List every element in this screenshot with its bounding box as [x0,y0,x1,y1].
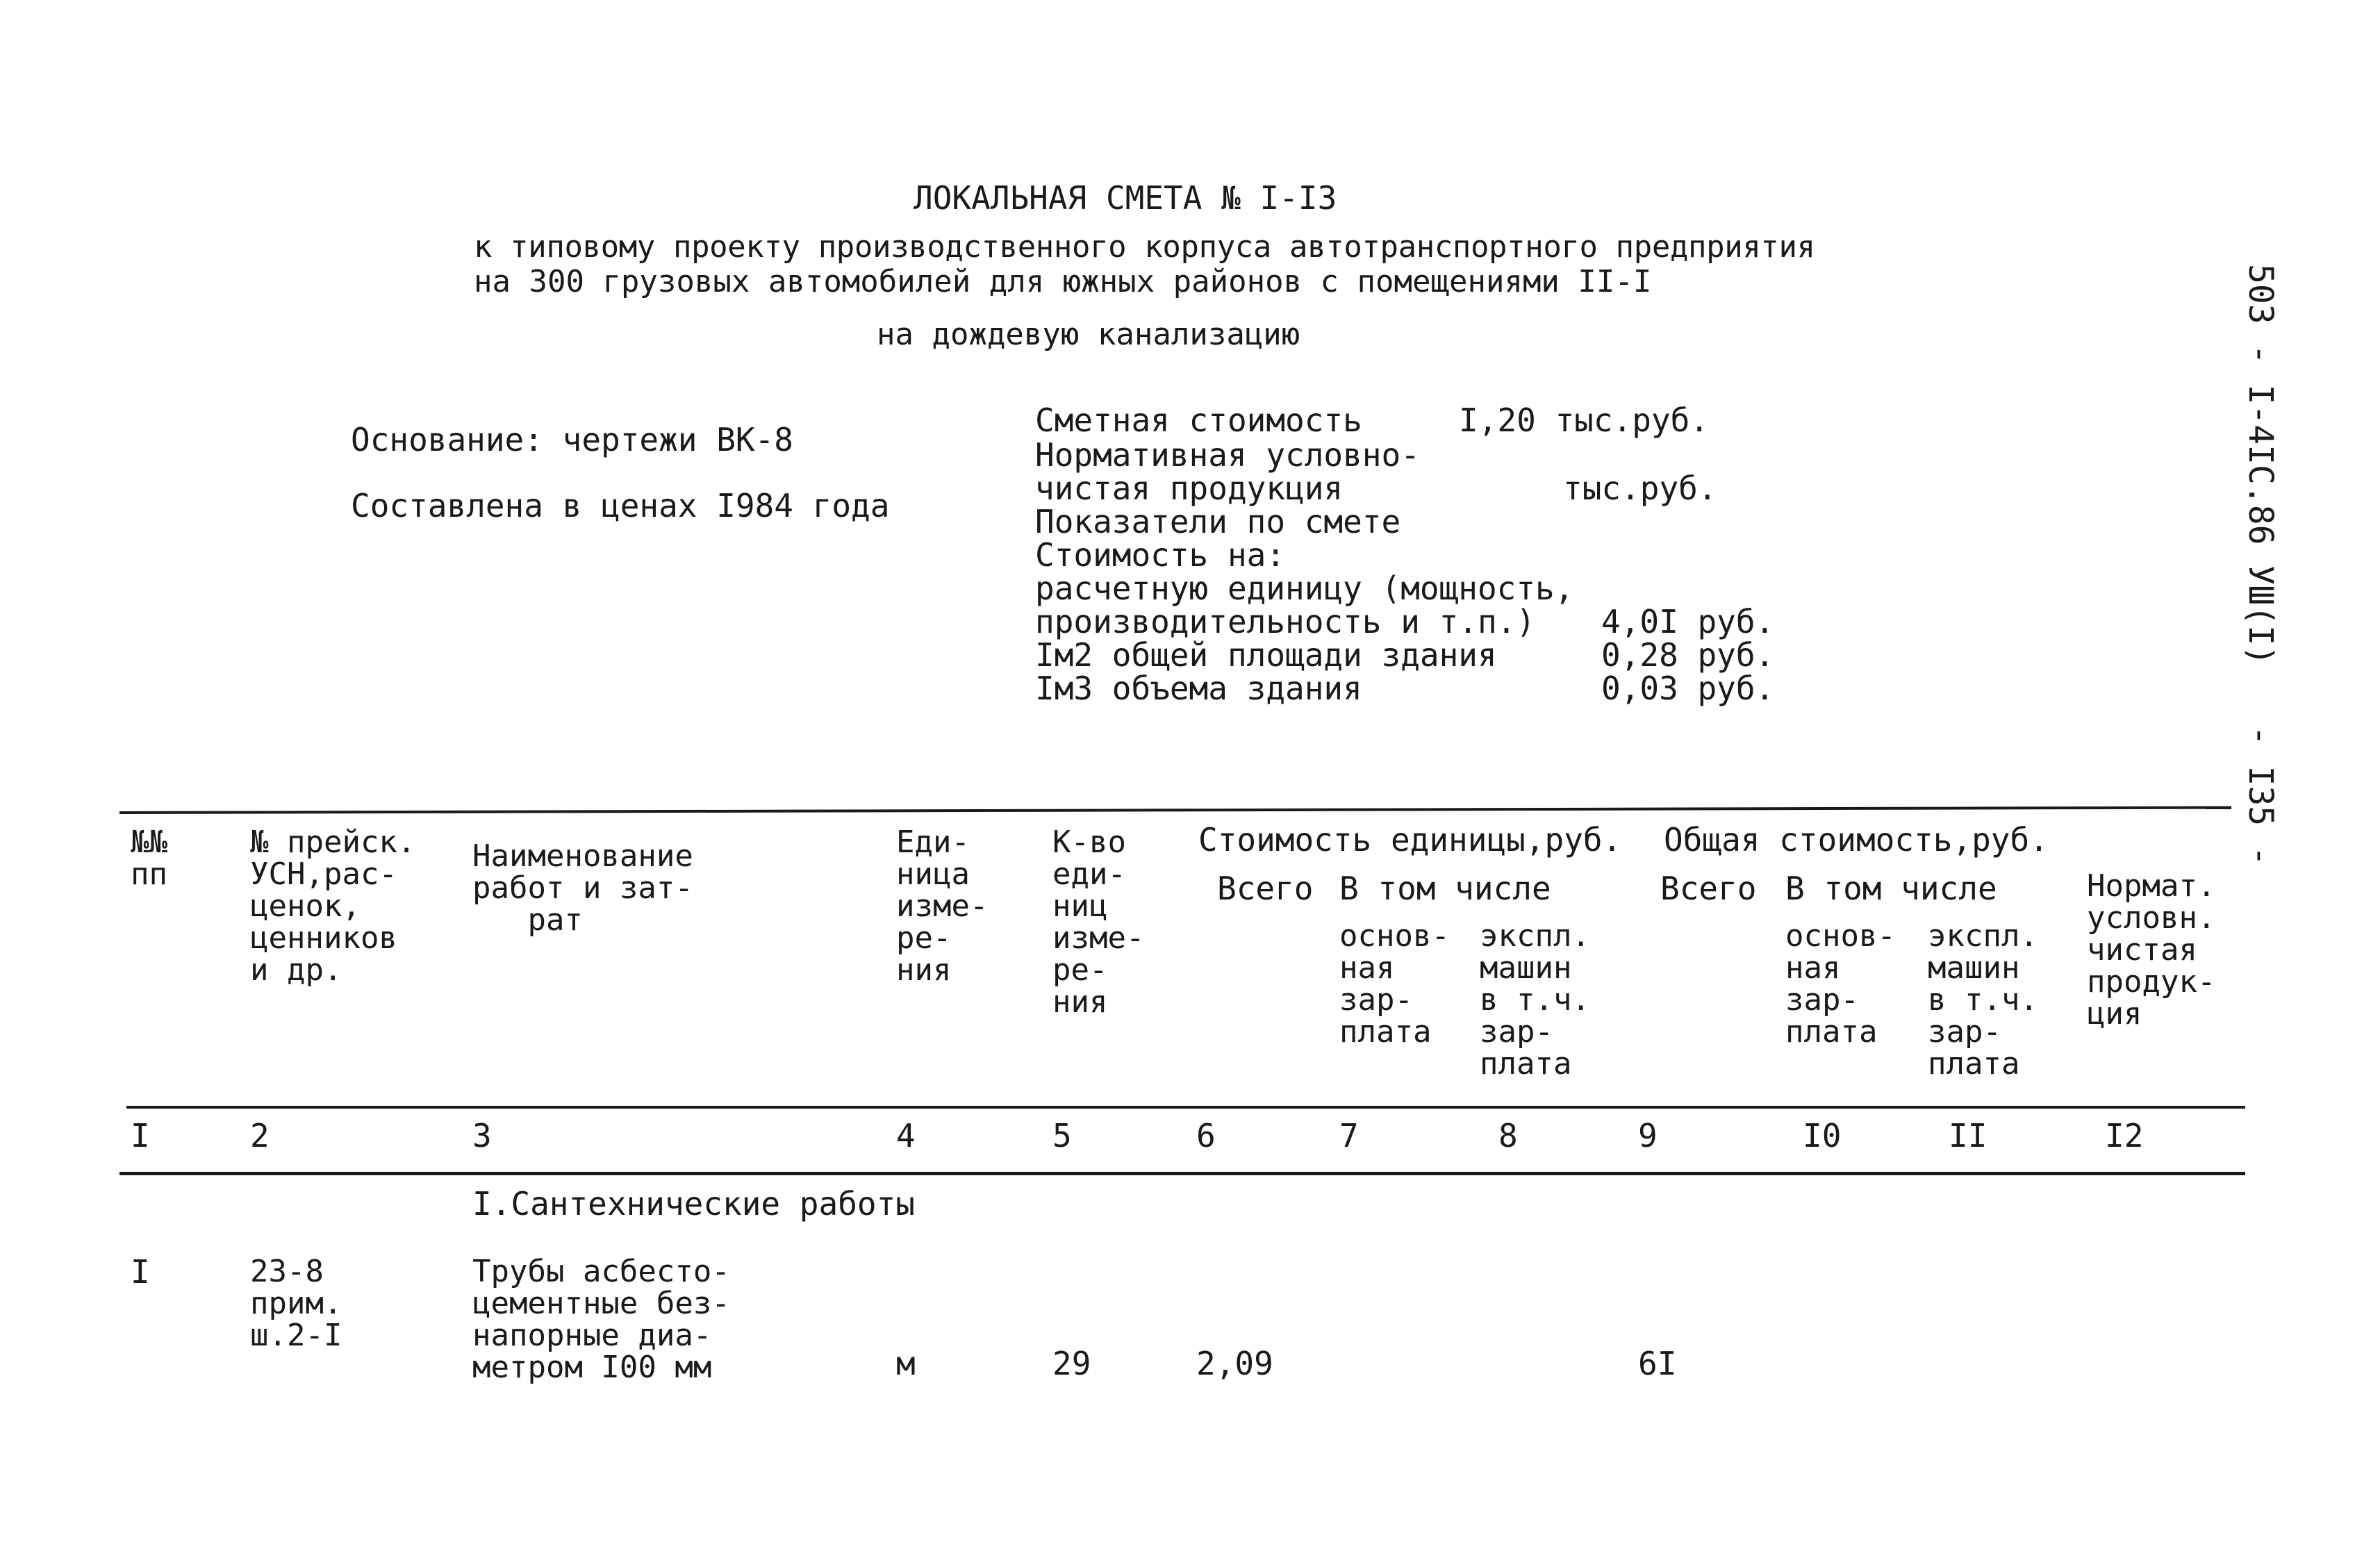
document-side-code: 503 - I-4IC.86 УШ(I) - I35 - [2241,264,2280,866]
estimate-basis-drawings: Основание: чертежи ВК-8 [351,421,793,458]
row-unit: м [896,1345,916,1382]
section-title: I.Сантехнические работы [472,1185,915,1223]
header-unit: Еди- ница изме- ре- ния [896,824,989,988]
header-unit-including: В том числе [1339,870,1551,907]
row-unit-cost: 2,09 [1196,1345,1273,1382]
row-number: I [131,1253,150,1291]
header-norm-production: Нормат. условн. чистая продук- ция [2087,868,2216,1031]
table-numbers-rule [119,1172,2245,1175]
estimate-cost-label: Сметная стоимость [1035,401,1362,439]
cost-per-area-value: 0,28 руб. [1601,636,1775,674]
column-number-9: 9 [1638,1117,1658,1154]
norm-production-label-2: чистая продукция [1035,470,1344,507]
header-total-total: Всего [1660,870,1757,907]
column-number-6: 6 [1196,1117,1216,1154]
norm-production-value: тыс.руб. [1563,470,1717,507]
column-number-1: I [131,1117,150,1154]
column-number-8: 8 [1498,1117,1518,1154]
cost-per-unit-label-2: производительность и т.п.) [1035,603,1536,640]
column-number-2: 2 [250,1117,270,1154]
header-total-base-wage: основ- ная зар- плата [1785,918,1896,1050]
header-total-including: В том числе [1785,870,1997,907]
norm-production-label-1: Нормативная условно- [1035,436,1420,474]
header-unit-machines: экспл. машин в т.ч. зар- плата [1480,918,1590,1082]
column-number-7: 7 [1339,1117,1359,1154]
cost-per-area-label: Iм2 общей площади здания [1035,636,1497,674]
cost-per-volume-value: 0,03 руб. [1601,670,1775,707]
row-total-cost: 6I [1638,1345,1677,1382]
header-total-machines: экспл. машин в т.ч. зар- плата [1928,918,2038,1082]
header-work-name: Наименование работ и зат- рат [472,838,693,938]
column-number-10: I0 [1803,1117,1842,1154]
header-total-cost-group: Общая стоимость,руб. [1664,821,2049,859]
header-quantity: К-во еди- ниц изме- ре- ния [1052,824,1145,1020]
table-header-rule [126,1106,2245,1109]
cost-per-label: Стоимость на: [1035,536,1286,574]
cost-per-unit-value: 4,0I руб. [1601,603,1775,640]
estimate-subtitle-line-2: на 300 грузовых автомобилей для южных районов с помещениями II-I [474,264,1652,299]
estimate-title: ЛОКАЛЬНАЯ СМЕТА № I-I3 [914,179,1337,217]
estimate-prices-year: Составлена в ценах I984 года [351,487,890,524]
estimate-cost-value: I,20 тыс.руб. [1459,401,1710,439]
column-number-12: I2 [2105,1117,2144,1154]
indicators-label: Показатели по смете [1035,503,1401,540]
estimate-subtitle-line-3: на дождевую канализацию [877,317,1300,352]
column-number-3: 3 [472,1117,492,1154]
column-number-4: 4 [896,1117,916,1154]
header-row-number: №№ пп [131,824,167,892]
table-top-rule [119,806,2231,814]
row-quantity: 29 [1052,1345,1091,1382]
column-number-5: 5 [1052,1117,1072,1154]
header-unit-cost-group: Стоимость единицы,руб. [1198,821,1622,859]
row-price-code: 23-8 прим. ш.2-I [250,1254,342,1353]
cost-per-volume-label: Iм3 объема здания [1035,670,1362,707]
column-number-11: II [1949,1117,1988,1154]
row-work-name: Трубы асбесто- цементные без- напорные диа- метром I00 мм [472,1254,730,1385]
cost-per-unit-label-1: расчетную единицу (мощность, [1035,570,1574,607]
header-unit-total: Всего [1217,870,1314,907]
header-price-code: № прейск. УСН,рас- ценок, ценников и др. [250,824,416,988]
estimate-subtitle-line-1: к типовому проекту производственного корпуса автотранспортного предприятия [474,229,1815,265]
header-unit-base-wage: основ- ная зар- плата [1339,918,1450,1050]
